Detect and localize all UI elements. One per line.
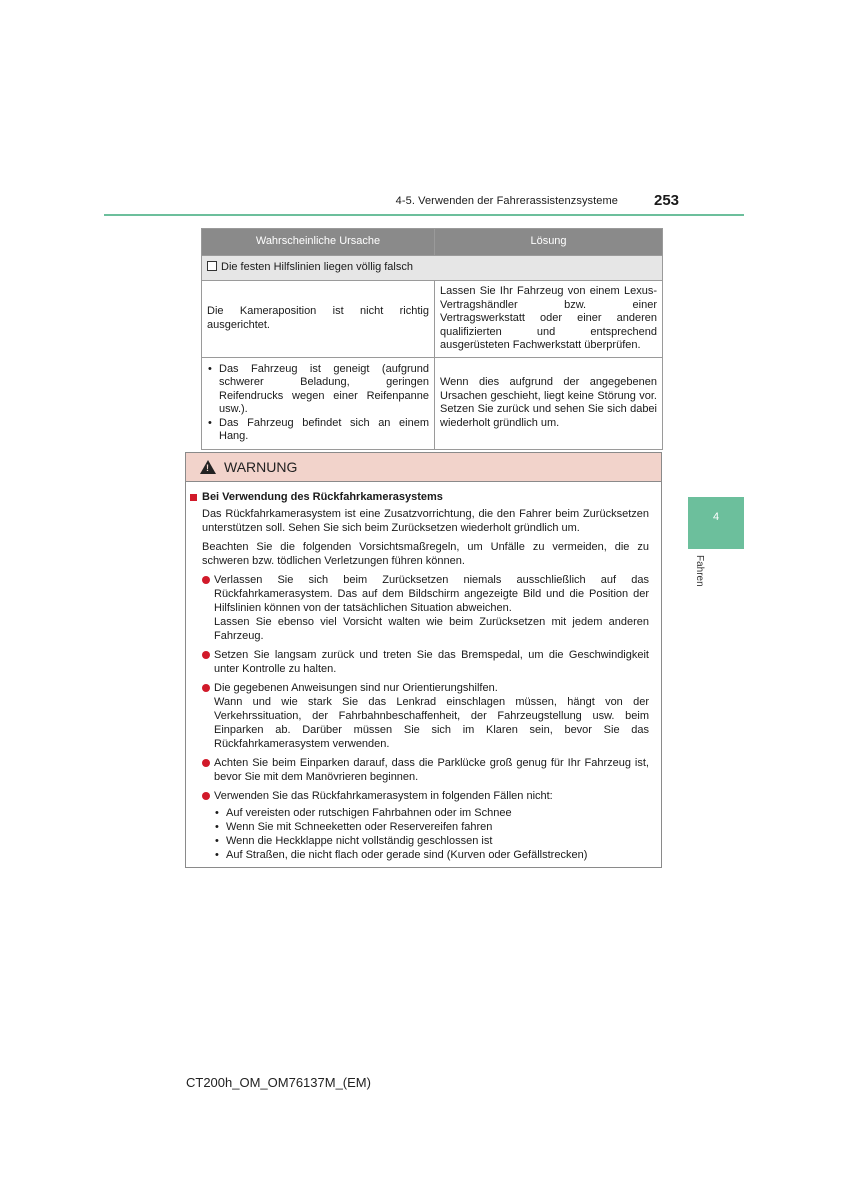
warning-body [186,482,661,862]
solution-cell: Lassen Sie Ihr Fahrzeug von einem Lexus-Vertragshändler bzw. einer Vertragswerkstatt oder einer anderen qualifizierten und entsprechend ausgerüsteten Fachwerkstatt überprüfen. [435,281,663,358]
warning-heading [190,490,649,504]
warning-paragraph: Das Rückfahrkamerasystem ist eine Zusatzvorrichtung, die den Fahrer beim Zurücksetzen unterstützen soll. Sehen Sie sich beim Zurücksetzen wiederholt gründlich um. [202,508,649,534]
table-row [202,357,663,449]
section-cell [202,256,663,281]
chapter-number: 4 [712,511,720,523]
warning-title: WARNUNG [224,459,298,475]
warning-bullet [214,681,649,751]
document-code: CT200h_OM_OM76137M_(EM) [186,1075,371,1090]
warning-paragraph: Beachten Sie die folgenden Vorsichtsmaßregeln, um Unfälle zu vermeiden, die zu schweren bzw. tödlichen Verletzungen führen können. [202,541,649,567]
solution-cell: Wenn dies aufgrund der angegebenen Ursachen geschieht, liegt keine Störung vor. Setzen Sie zurück und sehen Sie sich dabei wiederholt gründlich um. [435,357,663,449]
bullet-text: Die gegebenen Anweisungen sind nur Orientierungshilfen. [214,682,498,694]
warning-bullet [214,573,649,643]
section-title: 4-5. Verwenden der Fahrerassistenzsysteme [395,195,618,207]
bullet-text: Verlassen Sie sich beim Zurücksetzen niemals ausschließlich auf das Rückfahrkamerasystem. Das auf dem Bildschirm angezeigte Bild und die Position der Hilfslinien können von der tatsächlichen Situation abweichen. [214,574,649,614]
column-header-solution: Lösung [435,229,663,256]
warning-bullet: Verwenden Sie das Rückfahrkamerasystem in folgenden Fällen nicht: [214,789,649,803]
page-number: 253 [654,192,680,209]
cause-cell [202,357,435,449]
list-item: • Das Fahrzeug befindet sich an einem Hang. [219,417,429,444]
chapter-label: Fahren [694,555,705,587]
warning-box [185,452,662,868]
cause-cell: Die Kameraposition ist nicht richtig ausgerichtet. [202,281,435,358]
column-header-cause: Wahrscheinliche Ursache [202,229,435,256]
bullet-text: Wann und wie stark Sie das Lenkrad einschlagen müssen, hängt von der Verkehrssituation, der Fahrbahnbeschaffenheit, der Fahrzeugstellung usw. beim Einparken ab. Darüber müssen Sie sich im Klaren sein, bevor Sie das Rückfahrkamerasystem verwenden. [214,696,649,750]
section-title-text: Die festen Hilfslinien liegen völlig falsch [221,261,413,274]
chapter-tab[interactable] [688,497,744,549]
warning-sub-list [214,806,649,862]
warning-header [186,453,661,482]
cause-list [207,363,429,444]
list-item: • Das Fahrzeug ist geneigt (aufgrund schwerer Beladung, geringen Reifendrucks wegen einer Reifenpanne usw.). [219,363,429,417]
warning-bullet: Setzen Sie langsam zurück und treten Sie das Bremspedal, um die Geschwindigkeit unter Kontrolle zu halten. [214,649,649,675]
table-section-row [202,256,663,281]
table-header-row [202,229,663,256]
checkbox-icon [207,261,217,271]
warning-heading-text: Bei Verwendung des Rückfahrkamerasystems [202,491,443,503]
list-item: • Wenn die Heckklappe nicht vollständig geschlossen ist [226,834,649,848]
warning-triangle-icon: ! [200,460,216,474]
list-item: • Auf Straßen, die nicht flach oder gerade sind (Kurven oder Gefällstrecken) [226,848,649,862]
troubleshooting-table [201,228,663,450]
list-item: • Wenn Sie mit Schneeketten oder Reservereifen fahren [226,820,649,834]
warning-bullet: Achten Sie beim Einparken darauf, dass die Parklücke groß genug für Ihr Fahrzeug ist, bevor Sie mit dem Manövrieren beginnen. [214,757,649,783]
red-square-icon [190,494,197,501]
list-item: • Auf vereisten oder rutschigen Fahrbahnen oder im Schnee [226,806,649,820]
table-row [202,281,663,358]
header-rule [104,214,744,216]
bullet-text: Lassen Sie ebenso viel Vorsicht walten wie beim Zurücksetzen mit jedem anderen Fahrzeug. [214,616,649,642]
